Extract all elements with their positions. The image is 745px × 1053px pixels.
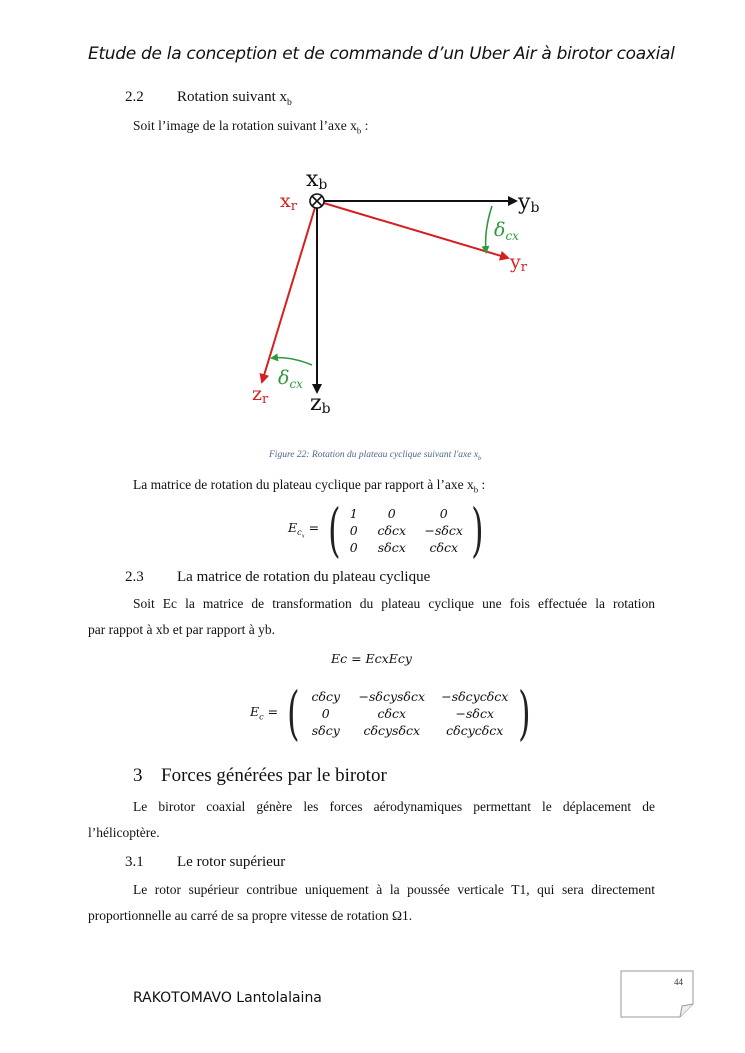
matrix-cell: cδcx	[377, 705, 407, 721]
angle-arc-z	[272, 358, 312, 365]
section-3-paragraph-line2: l’hélicoptère.	[88, 825, 160, 840]
section-title: Rotation suivant x	[177, 89, 287, 105]
footer-author: RAKOTOMAVO Lantolalaina	[133, 990, 322, 1006]
section-3-paragraph-line1: Le birotor coaxial génère les forces aérodynamiques permettant le déplacement de	[133, 799, 655, 814]
matrix-lhs: $E_{c_x}$ =	[288, 519, 320, 541]
label-xb: xb	[306, 167, 328, 193]
matrix-cell: 0	[321, 705, 330, 721]
angle-label-y: $\delta_{cx}$	[494, 219, 519, 243]
matrix-cell: cδcycδcx	[446, 722, 504, 738]
matrix-cell: 1	[349, 505, 358, 521]
angle-arc-y	[486, 206, 492, 252]
matrix-cell: cδcx	[377, 522, 407, 538]
intro-subscript: b	[356, 125, 362, 136]
matrix-cell: 0	[349, 522, 358, 538]
label-zb: zb	[310, 391, 331, 417]
yr-axis	[317, 201, 508, 258]
figure-caption: Figure 22: Rotation du plateau cyclique suivant l'axe $x_b$	[269, 450, 482, 462]
matrix-cell: 0	[439, 505, 448, 521]
section-number: 3.1	[125, 854, 144, 870]
matrix-lhs: $E_c$ =	[250, 704, 279, 722]
section-title: La matrice de rotation du plateau cyclique	[177, 569, 431, 585]
matrix-cell: −sδcx	[455, 705, 494, 721]
label-yr: yr	[510, 251, 527, 275]
matrix-cell: 0	[387, 505, 396, 521]
intro-text: Soit l’image de la rotation suivant l’axe x	[133, 118, 357, 133]
angle-label-z: $\delta_{cx}$	[278, 367, 303, 391]
label-yb: yb	[518, 190, 540, 216]
matrix-cell: cδcx	[429, 539, 459, 555]
matrix-ec-entries	[305, 689, 513, 738]
section-3-1-heading	[125, 854, 285, 871]
section-title: Forces générées par le birotor	[161, 765, 387, 786]
matrix-cell: 0	[349, 539, 358, 555]
section-number: 2.2	[125, 89, 144, 105]
matrix-intro-paragraph: La matrice de rotation du plateau cyclique par rapport à l’axe $x_b$ :	[133, 477, 486, 495]
zr-axis	[262, 201, 317, 382]
matrix-cell: sδcx	[377, 539, 406, 555]
rotation-figure	[240, 160, 560, 420]
matrix-cell: cδcy	[311, 688, 341, 704]
section-3-1-paragraph-line2: proportionnelle au carré de sa propre vitesse de rotation Ω1.	[88, 908, 413, 923]
matrix-ecx-equation: $E_{c_x}$ = ( 1 0 0 0 cδcx −sδcx 0 sδcx cδcx )	[288, 496, 484, 564]
running-header: Etude de la conception et de commande d’un Uber Air à birotor coaxial	[88, 44, 675, 64]
section-2-3-paragraph-line1: Soit Ec la matrice de transformation du plateau cyclique une fois effectuée la rotation	[133, 596, 655, 611]
label-xr: xr	[280, 190, 297, 214]
label-zr: zr	[252, 383, 269, 407]
section-2-2-heading	[125, 89, 292, 108]
section-3-1-paragraph-line1: Le rotor supérieur contribue uniquement à la poussée verticale T1, qui sera directement	[133, 882, 655, 897]
section-title-subscript: b	[287, 97, 292, 108]
ec-product-equation: Ec = EcxEcy	[331, 651, 412, 666]
matrix-cell: −sδcysδcx	[358, 688, 425, 704]
matrix-cell: sδcy	[311, 722, 340, 738]
section-2-3-paragraph-line2: par rappot à xb et par rapport à yb.	[88, 622, 276, 637]
rotation-intro-paragraph	[133, 113, 368, 144]
matrix-cell: −sδcx	[424, 522, 463, 538]
section-2-3-heading	[125, 569, 430, 586]
matrix-cell: −sδcycδcx	[441, 688, 509, 704]
matrix-ecx-entries	[346, 506, 466, 555]
page-number: 44	[674, 977, 683, 987]
intro-end: :	[361, 118, 369, 133]
section-3-heading	[133, 765, 387, 787]
section-number: 2.3	[125, 569, 144, 585]
section-title: Le rotor supérieur	[177, 854, 286, 870]
section-number: 3	[133, 765, 143, 786]
matrix-cell: cδcysδcx	[363, 722, 421, 738]
matrix-ec-equation: $E_c$ = ( cδcy −sδcysδcx −sδcycδcx 0 cδcx −sδcx sδcy cδcysδcx cδcycδcx )	[250, 679, 531, 747]
